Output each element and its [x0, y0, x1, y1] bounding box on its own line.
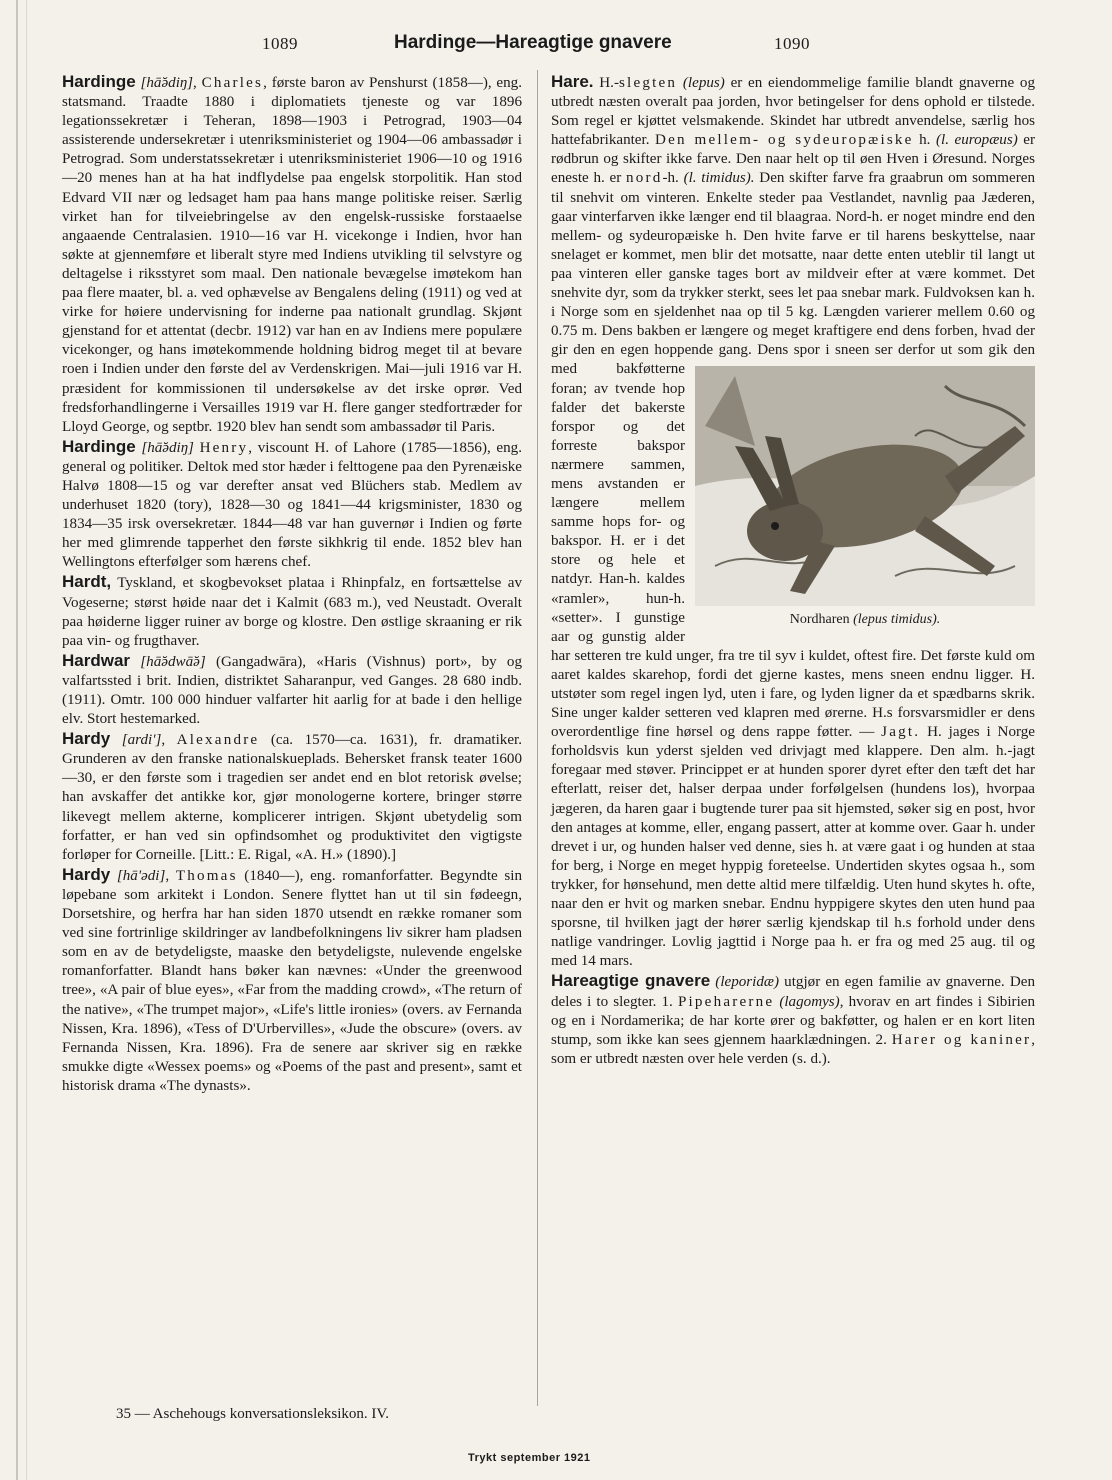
entry-headword: Hardinge: [62, 436, 136, 456]
entry-hardwar: [62, 651, 522, 729]
entry-text: Tyskland, et skogbevokset plataa i Rhinpfalz, en fortsættelse av Vogeserne; størst høide naar det i Kalmit (683 m.), ved Neustadt. Overalt paa høiderne ligger ruiner av borge og klostre. Den østlige skraaning er rik paa vin- og frugthaver.: [62, 575, 522, 649]
right-column: [551, 72, 1035, 1069]
entry-text: (Gangadwāra), «Haris (Vishnus) port», by og valfartssted i brit. Indien, distriktet Saharanpur, ved Ganges. 28 680 indb. (1911). Omtr. 100 000 hinduer valfarter hit aarlig for at bade i den hellige elv. Stort hestemarked.: [62, 653, 523, 728]
hare-engraving-image: [695, 366, 1035, 606]
text-run: er rødbrun og skifter ikke farve. Den naar helt op til øen Hven i Øresund. Norges eneste h. er: [551, 132, 1035, 187]
spaced-text: slegten: [618, 75, 678, 91]
text-run: , hvorav en art findes i Sibirien og en i Nordamerika; de har korte ører og bakføtter, og halen er en kort liten stump, som ikke kan sees gjennem haarklædningen. 2.: [551, 993, 1036, 1048]
entry-pronunciation: [hā̆ədiŋ]: [141, 439, 194, 456]
entry-headword: Hardy: [62, 729, 111, 749]
page-edge-line: [16, 0, 18, 1480]
entry-pronunciation: [hā̆ədiŋ]: [140, 75, 194, 91]
italic-text: (lepus): [682, 75, 725, 91]
text-run: H.-: [593, 75, 619, 91]
entry-hareagtige-gnavere: [551, 971, 1035, 1068]
left-column: [62, 72, 522, 1096]
entry-hardy-alexandre: Hardy [ardi'], Alexandre (ca. 1570—ca. 1631), fr. dramatiker. Grunderen av den franske nationalskueplads. Behersket fransk teater 1600—30, er den første som i tragedien ser andet end en blot retorisk øvelse; han avskaffer det antikke kor, gjør monologerne kortere, bringer større likevegt mellem akterne, komplicerer intrigen. Skjønt ubetydelig som forfatter, er han ved sin opfindsomhet og produktivitet den vigtigste forløper for Corneille. [Litt.: E. Rigal, «A. H.» (1890).]: [62, 729, 523, 863]
figure-caption: Nordharen (lepus timidus).: [789, 612, 941, 628]
entry-pronunciation: [hā'ədi]: [116, 867, 166, 884]
italic-text: (l. europæus): [936, 132, 1018, 149]
entry-hardinge-henry: [62, 437, 522, 573]
entry-headword: Hardt,: [62, 572, 112, 592]
entry-headword: Hardwar: [62, 650, 131, 670]
entry-hardy-thomas: Hardy [hā'ədi], Thomas (1840—), eng. romanforfatter. Begyndte sin løpebane som arkitekt i London. Senere flyttet han ut til sin fødeegn, Dorsetshire, og herfra har han siden 1870 utsendt en række romaner som ved sine fortrinlige skildringer av landbefolkningens liv sikrer ham pladsen som en av de betydeligste, maaske den betydeligste, nulevende engelske romanforfatter. Blandt hans bøker kan nævnes: «Under the greenwood tree», «A pair of blue eyes», «Far from the madding crowd», «The return of the native», «The trumpet major», «Life's little ironies» (overs. av Fernanda Nissen, Kra. 1896), «Tess of D'Urbervilles», «Jude the obscure» (overs. av Fernanda Nissen, Kra. 1896). Fra de senere aar skriver sig en række smukke digte «Wessex poems» og «Poems of the past and present», samt et historisk drama «The dynasts».: [62, 864, 523, 1094]
print-date: Trykt september 1921: [468, 1452, 591, 1464]
spaced-text: Den mellem- og sydeuropæiske: [655, 132, 914, 149]
entry-hare: [551, 72, 1035, 971]
italic-text: (leporidæ): [715, 974, 780, 991]
entry-text: (1840—), eng. romanforfatter. Begyndte sin løpebane som arkitekt i London. Senere flyttet han ut til sin fødeegn, Dorsetshire, og herfra har han siden 1870 utsendt en række romaner som ved sine fortrinlige skildringer av landbefolkningens liv sikrer ham pladsen som en av de betydeligste, maaske den betydeligste, nulevende engelske romanforfatter. Blandt hans bøker kan nævnes: «Under the greenwood tree», «A pair of blue eyes», «Far from the madding crowd», «The return of the native», «The trumpet major», «Life's little ironies» (overs. av Fernanda Nissen, Kra. 1896), «Tess of D'Urbervilles», «Jude the obscure» (overs. av Fernanda Nissen, Kra. 1896). Fra de senere aar skriver sig en række smukke digte «Wessex poems» og «Poems of the past and present», samt et historisk drama «The dynasts».: [62, 867, 523, 1094]
right-page-number: 1090: [774, 34, 810, 53]
page-edge-line: [26, 0, 27, 1480]
entry-headword: Hardinge: [62, 72, 136, 91]
text-run: er en eiendommelige familie blandt gnaverne og utbredt næsten overalt paa jorden, hvor betingelser for dens ophold er tilstede. Som regel er kjøttet velsmakende. Skindet har utbredt anvendelse, særlig hos hattefabrikanter.: [551, 75, 1035, 149]
spaced-text: nord: [626, 170, 663, 187]
entry-headword: Hardy: [62, 864, 111, 884]
entry-person-name: Alexandre: [176, 732, 260, 749]
entry-text: , viscount H. of Lahore (1785—1856), eng. general og politiker. Deltok med stor hæder i felttogene paa den Pyrenæiske Halvø 1808—15 og var derefter ansat ved Blüchers stab. Medlem av underhuset 1820 (tory), 1828—30 og 1841—44 krigsminister, 1830 og 1834—35 irsk oversekretær. 1844—48 var han guvernør i Indien og førte her med glimrende tapperhet den første sikhkrig til ende. 1852 blev han Wellingtons efterfølger som hærens chef.: [62, 439, 522, 571]
entry-text: (ca. 1570—ca. 1631), fr. dramatiker. Grunderen av den franske nationalskueplads. Behersket fransk teater 1600—30, er den første som i tragedien ser andet end en blot retorisk øvelse; han avskaffer det antikke kor, gjør monologerne kortere, bringer større likevegt mellem akterne, komplicerer intrigen. Skjønt ubetydelig som forfatter, er han ved sin opfindsomhet og produktivitet den vigtigste forløper for Corneille. [Litt.: E. Rigal, «A. H.» (1890).]: [62, 732, 523, 863]
spaced-text: Harer og kaniner: [891, 1031, 1032, 1048]
entry-hardt: [62, 572, 522, 650]
entry-pronunciation: [ardi']: [121, 732, 162, 749]
entry-hardinge-charles: Hardinge [hā̆ədiŋ], Charles, første baron av Penshurst (1858—), eng. statsmand. Traadte 1880 i diplomatiets tjeneste og var 1896 legationssekretær i Teheran, 1898—1903 i Petrograd, 1903—04 assisterende undersekretær i utenriksministeriet og 1904—06 ambassadør i Petrograd. Som understatssekretær i utenriksministeriet 1906—10 og 1916—20 menes han at ha hat indflydelse paa engelsk storpolitik. Han stod Edvard VII nær og ledsaget ham paa hans mange politiske reiser. Særlig virket han for tilveiebringelse av den engelsk-russiske forstaaelse angaaende Centralasien. 1910—16 var H. vicekonge i Indien, hvor han søkte at gjennemføre et liberalt styre med Indiens utvikling til selvstyre og deltagelse i riksstyret som maal. Den nationale bevægelse imøtekom han paa flere maater, bl. a. ved ophævelse av Bengalens deling (1911) og ved at virke for høiere undervisning for inderne paa nationalt grundlag. Skjønt gjenstand for et attentat (decbr. 1912) var han en av Indiens mere populære vicekonger, og hans imøtekommende holdning bidrog meget til at bevare roen i Indien under den første del av Verdenskrigen. Mai—juli 1916 var H. præsident for kommissionen til undersøkelse av det irske oprør. Ved fredsforhandlingerne i Versailles 1919 var H. flere ganger stedfortræder for Lloyd George, og septbr. 1920 blev han sendt som ambassadør til Paris.: [62, 72, 522, 435]
text-run: utgjør en egen familie av gnaverne. Den deles i to slegter. 1.: [551, 974, 1035, 1010]
italic-text: (l. timidus).: [683, 170, 755, 187]
entry-headword: Hare.: [551, 72, 594, 91]
text-run: -h.: [662, 170, 684, 187]
entry-person-name: Charles: [201, 75, 264, 91]
hare-illustration: [695, 366, 1035, 629]
printer-signature: 35 — Aschehougs konversationsleksikon. IV.: [116, 1406, 390, 1422]
text-run: Dens spor i sneen ser derfor ut som gik den med bakføtterne foran; av tvende hop falder det bakerste forspor og det forreste bakspor nærmere sammen, mens avstanden er længere mellem samme hops for- og bakspor. H. er i det store og hele et natdyr. Han-h. kaldes «ramler», hun-h. «setter». I gunstige aar og gunstig alder har setteren tre kuld unger, fra tre til syv i kuldet, oftest fire. Det første kuld om aaret kaldes skarehop, fordi det gjerne kastes, mens sneen endnu ligger. H. utstøter som regel ingen lyd, uten i fare, og lyden ligner da et spædbarns skrik. Sine unger kalder setteren ved klapren med ørerne. H.s forsvarsmidler er dens overordentlige fine hørsel og dens rappe føtter. —: [551, 342, 1035, 741]
spaced-text: Jagt.: [881, 724, 921, 741]
text-run: , som er utbredt næsten over hele verden (s. d.).: [551, 1031, 1035, 1067]
entry-pronunciation: [hā̆ədwā̆ə]: [140, 653, 206, 670]
italic-text: (lagomys): [779, 993, 840, 1010]
left-page-number: 1089: [262, 34, 298, 53]
entry-text: , første baron av Penshurst (1858—), eng. statsmand. Traadte 1880 i diplomatiets tjeneste og var 1896 legationssekretær i Teheran, 1898—1903 i Petrograd, 1903—04 assisterende undersekretær i utenriksministeriet og 1904—06 ambassadør i Petrograd. Som understatssekretær i utenriksministeriet 1906—10 og 1916—20 menes han at ha hat indflydelse paa engelsk storpolitik. Han stod Edvard VII nær og ledsaget ham paa hans mange politiske reiser. Særlig virket han for tilveiebringelse av den engelsk-russiske forstaaelse angaaende Centralasien. 1910—16 var H. vicekonge i Indien, hvor han søkte at gjennemføre et liberalt styre med Indiens utvikling til selvstyre og deltagelse i riksstyret som maal. Den nationale bevægelse imøtekom han paa flere maater, bl. a. ved ophævelse av Bengalens deling (1911) og ved at virke for høiere undervisning for inderne paa nationalt grundlag. Skjønt gjenstand for et attentat (decbr. 1912) var han en av Indiens mere populære vicekonger, og hans imøtekommende holdning bidrog meget til at bevare roen i Indien under den første del av Verdenskrigen. Mai—juli 1916 var H. præsident for kommissionen til undersøkelse av det irske oprør. Ved fredsforhandlingerne i Versailles 1919 var H. flere ganger stedfortræder for Lloyd George, og septbr. 1920 blev han sendt som ambassadør til Paris.: [62, 75, 522, 435]
spaced-text: Pipeharerne: [677, 993, 775, 1010]
running-title: Hardinge—Hareagtige gnavere: [394, 32, 672, 53]
entry-headword: Hareagtige gnavere: [551, 971, 711, 991]
column-divider: [537, 70, 538, 1406]
text-run: H. jages i Norge forholdsvis kun yderst sjelden ved drivjagt med klappere. Den alm. h.-jagt foregaar med støver. Princippet er at hunden sporer dyret efter den tæft det har efterlatt, reiser det, halser derpaa under forfølgelsen (hundens los), hvorpaa jægeren, da haren gaar i bugtende turer paa sit hjemsted, søker sig en post, hvor den antages at komme, eller, engang passert, atter at komme over. Gaar h. under drevet i ur, og hunden halser ved denne, sies h. at være gaat i og hunden at staa for berg, i Norge en meget hyppig foreteelse. Undertiden skytes ogsaa h., som trykker, for hønsehund, men dette altid mere tilfældig. Uten hund skytes h. ofte, naar den er hvit og marken snebar. Endnu hyppigere skytes den uten hund paa sporsne, til hvilken jagt der hører særlig kjendskap til h.s forhold under dens natlige vandringer. Lovlig jagttid i Norge paa h. er fra og med 25 aug. til og med 14 mars.: [551, 724, 1035, 970]
entry-person-name: Thomas: [175, 867, 238, 884]
text-run: Den skifter farve fra graabrun om sommeren til snehvit om vinteren. Enkelte steder paa Vestlandet, navnlig paa Jæderen, gaar vinterfarven ikke længer end til blaagraa. Nord-h. er noget mindre end den mellem- og sydeuropæiske h. Den hvite farve er til harens beskyttelse, naar snelaget er kommet, men blir det motsatte, naar dette enten uteblir til langt ut paa vinteren eller ganske tages bort av mildveir efter at være kommet. Det snehvite dyr, som da trykker sterkt, sees let paa snebar mark. Fuldvoksen kan h. i Norge som en sjeldenhet naa op til 5 kg. Længden varierer mellem 0.60 og 0.75 m. Dens bakben er længere og meget kraftigere end dens forben, hvad der gir den en egen hoppende gang.: [551, 170, 1035, 359]
entry-text: [551, 75, 1035, 969]
page-header: [0, 34, 1112, 56]
entry-person-name: Henry: [199, 439, 249, 456]
text-run: h.: [913, 132, 936, 149]
